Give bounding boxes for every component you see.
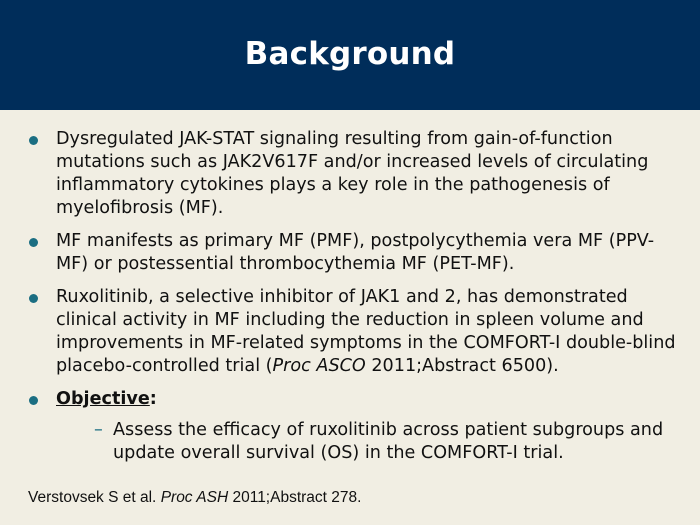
citation-journal: Proc ASCO <box>272 356 366 376</box>
footer-authors: Verstovsek S et al. <box>28 489 161 506</box>
bullet-text-part: 2011;Abstract 6500). <box>365 356 559 376</box>
bullet-list <box>28 128 678 475</box>
bullet-text: MF manifests as primary MF (PMF), postpolycythemia vera MF (PPV-MF) or postessential thrombocythemia MF (PET-MF). <box>56 231 655 274</box>
bullet-dot-icon <box>29 396 38 405</box>
bullet-text-part: Ruxolitinib, a selective inhibitor of JAK1 and 2, has demonstrated clinical activity in MF including the reduction in spleen volume and improvements in MF-related symptoms in the COMFORT-I double-blind placebo-controlled trial ( <box>56 287 676 376</box>
citation-footer <box>28 489 361 507</box>
dash-icon: – <box>94 420 103 440</box>
footer-rest: 2011;Abstract 278. <box>228 489 362 506</box>
bullet-dot-icon <box>29 136 38 145</box>
bullet-item-objective <box>28 388 678 465</box>
bullet-item <box>28 230 678 276</box>
bullet-text <box>56 287 676 376</box>
bullet-dot-icon <box>29 238 38 247</box>
objective-label: Objective <box>56 389 150 409</box>
bullet-item <box>28 128 678 220</box>
bullet-dot-icon <box>29 294 38 303</box>
slide-title: Background <box>244 36 456 72</box>
objective-heading <box>56 389 157 409</box>
title-bar <box>0 0 700 110</box>
sub-bullet-text: Assess the efficacy of ruxolitinib across patient subgroups and update overall survival (OS) in the COMFORT-I trial. <box>113 420 664 463</box>
bullet-text: Dysregulated JAK-STAT signaling resulting from gain-of-function mutations such as JAK2V617F and/or increased levels of circulating inflammatory cytokines plays a key role in the pathogenesis of myelofibrosis (MF). <box>56 129 649 218</box>
bullet-item <box>28 286 678 378</box>
footer-journal: Proc ASH <box>160 489 229 506</box>
sub-bullet-item <box>84 419 678 465</box>
objective-colon: : <box>149 389 157 409</box>
